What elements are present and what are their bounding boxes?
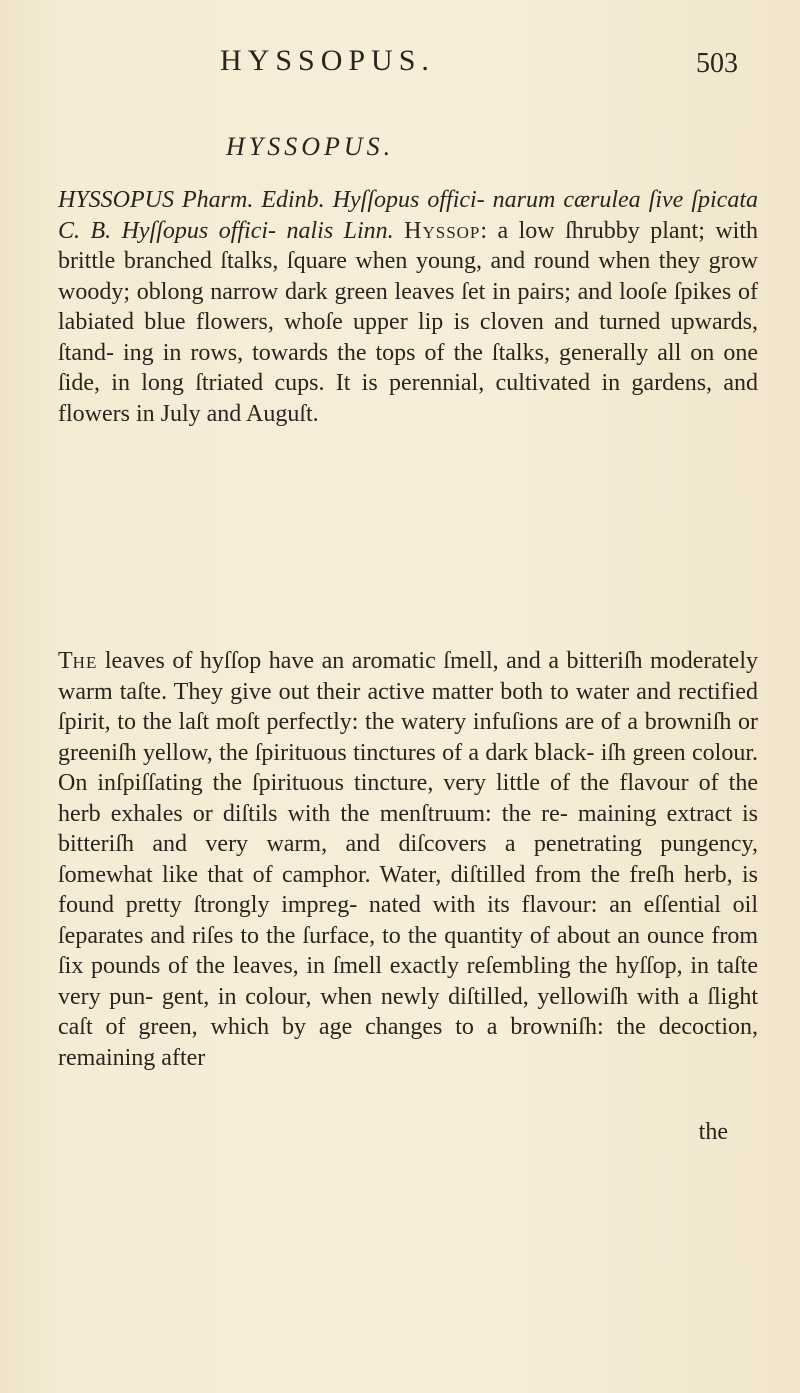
- running-head: [0, 44, 800, 84]
- running-title: HYSSOPUS.: [220, 44, 435, 77]
- lead-smallcaps: he: [72, 648, 98, 674]
- section-title: HYSSOPUS.: [226, 132, 395, 161]
- page-number: 503: [696, 48, 738, 79]
- catchword: the: [698, 1119, 728, 1145]
- common-name: Hyssop: [404, 217, 481, 244]
- paragraph-properties: [58, 646, 758, 1073]
- synonyms-italic: HYSSOPUS Pharm. Edinb. Hyſſopus offici- narum cærulea ſive ſpicata C. B. Hyſſopus offici- nalis Linn.: [58, 187, 758, 244]
- drop-capital: T: [58, 648, 73, 674]
- paragraph-body: : a low ſhrubby plant; with brittle branched ſtalks, ſquare when young, and round when they grow woody; oblong narrow dark green leaves ſet in pairs; and looſe ſpikes of labiated blue flowers, whoſe upper lip is cloven and turned upwards, ſtand- ing in rows, towards the tops of the ſtalks, generally all on one ſide, in long ſtriated cups. It is perennial, cultivated in gardens, and flowers in July and Auguſt.: [58, 217, 758, 427]
- paragraph-description: [58, 185, 758, 429]
- paragraph-body: leaves of hyſſop have an aromatic ſmell, and a bitteriſh moderately warm taſte. They give out their active matter both to water and rectified ſpirit, to the laſt moſt perfectly: the watery infuſions are of a browniſh or greeniſh yellow, the ſpirituous tinctures of a dark black- iſh green colour. On inſpiſſating the ſpirituous tincture, very little of the flavour of the herb exhales or diſtils with the menſtruum: the re- maining extract is bitteriſh and very warm, and diſcovers a penetrating pungency, ſomewhat like that of camphor. Water, diſtilled from the freſh herb, is found pretty ſtrongly impreg- nated with its flavour: an eſſential oil ſeparates and riſes to the ſurface, to the quantity of about an ounce from ſix pounds of the leaves, in ſmell exactly reſembling the hyſſop, in taſte very pun- gent, in colour, when newly diſtilled, yellowiſh with a ſlight caſt of green, which by age changes to a browniſh: the decoction, remaining after: [58, 648, 758, 1071]
